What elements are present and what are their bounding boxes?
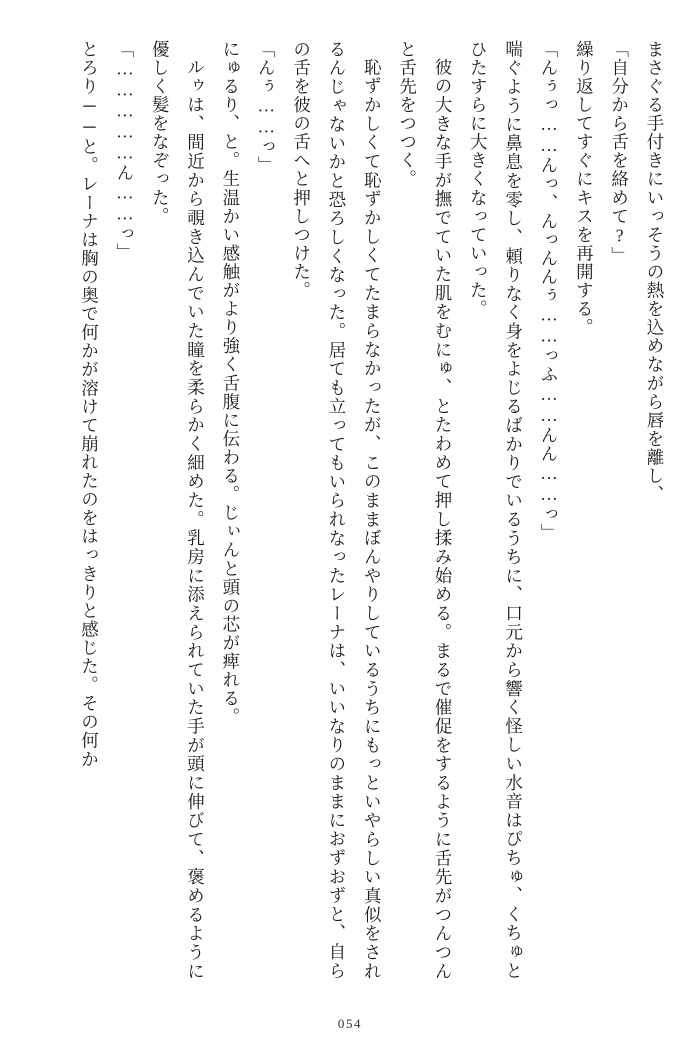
paragraph: とろり──と。レーナは胸の奥で何かが溶けて崩れたのをはっきりと感じた。その何か	[79, 40, 100, 769]
paragraph: 「んぅ……っ」	[256, 40, 277, 175]
paragraph: まさぐる手付きにいっそうの熱を込めながら唇を離し、	[645, 40, 665, 504]
paragraph: ルゥは、間近から覗き込んでいた瞳を柔らかく細めた。乳房に添えられていた手が頭に伸びて、褒めるように優しく髪をなぞった。	[150, 40, 206, 980]
paragraph: 彼の大きな手が撫でていた肌をむにゅ、とたわめて押し揉み始める。まるで催促をするように舌先がつんつんと舌先をつつく。	[397, 40, 453, 980]
paragraph: 喘ぐように鼻息を零し、頼りなく身をよじるばかりでいるうちに、口元から響く怪しい水音はぴちゅ、くちゅとひたすらに大きくなっていった。	[468, 40, 524, 980]
paragraph: 「……………ん……っ」	[114, 40, 135, 262]
paragraph: 「自分から舌を絡めて?」	[609, 40, 630, 266]
paragraph: 「んぅっ……んっ、んっんんぅ……っふ……んん……っ」	[538, 40, 559, 543]
paragraph: 恥ずかしくて恥ずかしくてたまらなかったが、このままぼんやりしているうちにもっといやらしい真似をされるんじゃないかと恐ろしくなった。居ても立ってもいられなったレーナは、いいなりのままにおずおずと、自らの舌を彼の舌へと押しつけた。	[291, 40, 383, 980]
paragraph: 繰り返してすぐにキスを再開する。	[574, 40, 595, 337]
paragraph: にゅるり、と。生温かい感触がより強く舌腹に伝わる。じぃんと頭の芯が痺れる。	[220, 40, 241, 727]
page-body-text	[28, 40, 672, 980]
page-number: 054	[337, 1016, 363, 1031]
